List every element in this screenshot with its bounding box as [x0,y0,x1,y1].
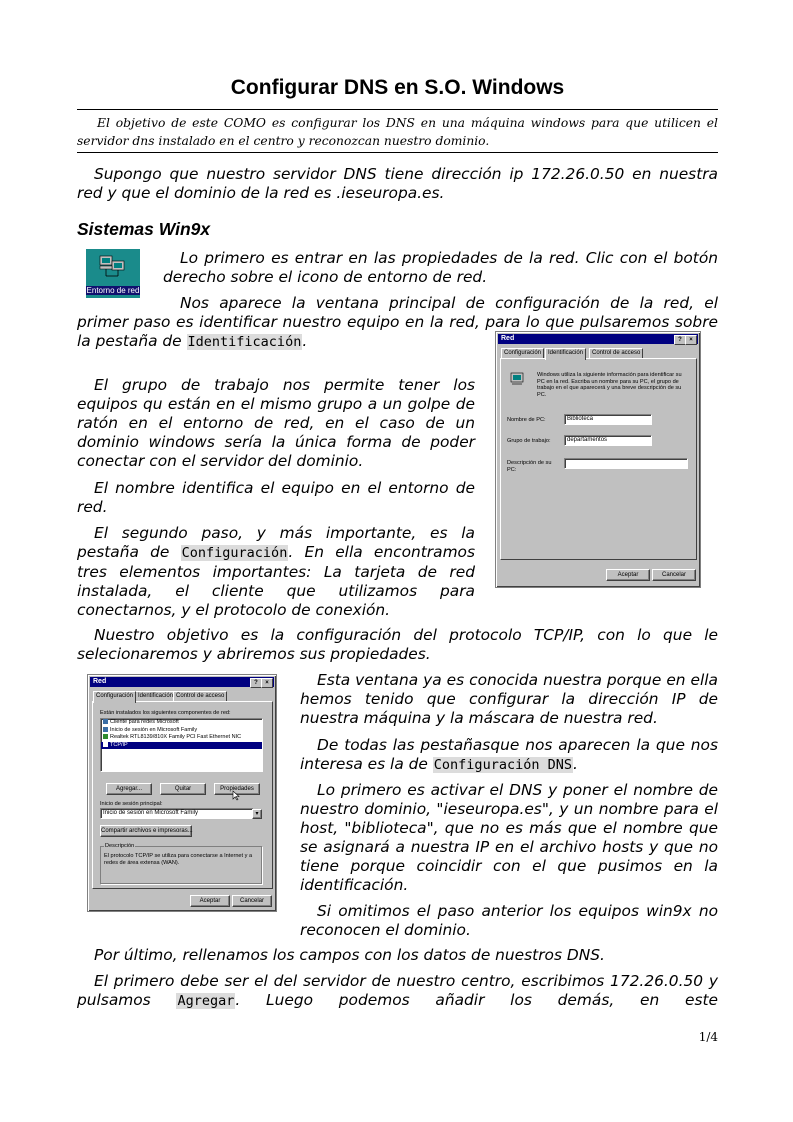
close-button[interactable]: × [261,678,273,688]
computer-icon [510,372,526,386]
network-identification-dialog [495,331,701,588]
help-button[interactable]: ? [674,335,686,345]
abstract: El objetivo de este COMO es configurar los DNS en una máquina windows para que utilicen el servidor dns instalado en el centro y reconozcan nuestro dominio. [77,116,718,148]
primary-logon-label: Inicio de sesión principal: [100,801,163,807]
paragraph-2: Nos aparece la ventana principal de configuración de la red, el primer paso es identificar nuestro equipo en la red, para lo que pulsaremos sobre la pestaña de Identificación. [77,294,718,350]
paragraph-4: El nombre identifica el equipo en el entorno de red. [77,479,475,516]
client-icon [103,727,108,732]
identificacion-tab-ref: Identificación [187,334,302,350]
mouse-cursor-icon [232,790,240,801]
configuracion-tab-ref: Configuración [181,545,288,561]
tab-configuracion[interactable]: Configuración [93,691,136,703]
components-list[interactable] [100,718,263,772]
remove-button[interactable]: Quitar [160,783,206,795]
primary-logon-select[interactable]: Inicio de sesión en Microsoft Family [100,808,254,819]
paragraph-6: Nuestro objetivo es la configuración del protocolo TCP/IP, con lo que le selecionaremos y abriremos sus propiedades. [77,626,718,663]
pc-name-label: Nombre de PC: [507,417,546,423]
help-button[interactable]: ? [250,678,262,688]
paragraph-1: Lo primero es entrar en las propiedades de la red. Clic con el botón derecho sobre el icono de entorno de red. [163,249,718,286]
installed-components-label: Están instalados los siguientes componentes de red: [100,710,231,716]
paragraph-11: Por último, rellenamos los campos con los datos de nuestros DNS. [94,946,605,964]
list-item[interactable]: Realtek RTL8139/810X Family PCI Fast Ethernet NIC [101,734,262,742]
workgroup-label: Grupo de trabajo: [507,438,551,444]
client-icon [103,719,108,724]
close-button[interactable]: × [685,335,697,345]
properties-button[interactable]: Propiedades [214,783,260,795]
paragraph-12: El primero debe ser el del servidor de nuestro centro, escribimos 172.26.0.50 y pulsamos Agregar. Luego podemos añadir los demás, en este [77,972,718,1009]
description-field[interactable] [564,458,688,469]
paragraph-7: Esta ventana ya es conocida nuestra porque en ella hemos tenido que configurar la dirección IP de nuestra máquina y la máscara de nuestra red. [300,671,718,727]
description-label: Descripción de su PC: [507,460,552,473]
tab-control-de-acceso[interactable]: Control de acceso [589,348,643,358]
document-title: Configurar DNS en S.O. Windows [230,76,565,99]
list-item[interactable]: Inicio de sesión en Microsoft Family [101,727,262,735]
tab-configuracion[interactable]: Configuración [501,348,544,358]
network-icon-label: Entorno de red [86,286,140,295]
network-neighborhood-icon [86,249,140,298]
tab-identificacion[interactable]: Identificación [135,691,176,701]
page-number: 1/4 [698,1030,718,1044]
configuracion-dns-tab-ref: Configuración DNS [433,757,572,773]
description-group-label: Descripción [105,843,135,849]
list-item[interactable]: TCP/IP [101,742,262,750]
paragraph-10: Si omitimos el paso anterior los equipos win9x no reconocen el dominio. [300,902,718,939]
network-card-icon [103,734,108,739]
paragraph-5: El segundo paso, y más importante, es la pestaña de Configuración. En ella encontramos tres elementos importantes: La tarjeta de red instalada, el cliente que utilizamos para conectarnos, y el protocolo de conexión. [77,524,475,619]
title-rule [77,109,718,110]
dropdown-chevron-icon[interactable]: ▾ [252,809,262,819]
dialog-titlebar: Red ? × [90,677,274,687]
description-text: El protocolo TCP/IP se utiliza para conectarse a Internet y a redes de área extensa (WAN). [104,853,253,866]
paragraph-3: El grupo de trabajo nos permite tener los equipos qu están en el mismo grupo a un golpe de ratón en el entorno de red, en el caso de un dominio windows sería la única forma de poder conectar con el servidor del dominio. [77,376,475,470]
cancel-button[interactable]: Cancelar [652,569,696,581]
paragraph-8: De todas las pestañasque nos aparecen la que nos interesa es la de Configuración DNS. [300,736,718,773]
protocol-icon [103,742,108,747]
workgroup-field[interactable]: departamentos [564,435,652,446]
list-item[interactable]: Cliente para redes Microsoft [101,719,262,727]
ok-button[interactable]: Aceptar [606,569,650,581]
computers-icon [86,249,140,283]
add-button[interactable]: Agregar... [106,783,152,795]
pc-name-field[interactable]: Biblioteca [564,414,652,425]
dialog-titlebar: Red ? × [498,334,698,344]
share-files-printers-button[interactable]: Compartir archivos e impresoras... [100,825,192,837]
identification-info: Windows utiliza la siguiente información para identificar su PC en la red. Escriba un nombre para su PC, el grupo de trabajo en el que aparecerá y una breve descripción de su PC. [537,372,682,398]
ok-button[interactable]: Aceptar [190,895,230,907]
tab-control-de-acceso[interactable]: Control de acceso [173,691,227,701]
network-configuration-dialog [87,674,277,912]
tab-identificacion[interactable]: Identificación [545,348,586,360]
intro-paragraph: Supongo que nuestro servidor DNS tiene dirección ip 172.26.0.50 en nuestra red y que el dominio de la red es .ieseuropa.es. [77,165,718,202]
section-heading: Sistemas Win9x [77,219,211,239]
abstract-rule [77,152,718,153]
agregar-button-ref: Agregar [177,993,235,1009]
paragraph-9: Lo primero es activar el DNS y poner el nombre de nuestro dominio, "ieseuropa.es", y un nombre para el host, "biblioteca", que no es más que el nombre que se asignará a nuestra IP en el archivo hosts y que no tiene porque coincidir con el que pusimos en la identificación. [300,781,718,894]
cancel-button[interactable]: Cancelar [232,895,272,907]
